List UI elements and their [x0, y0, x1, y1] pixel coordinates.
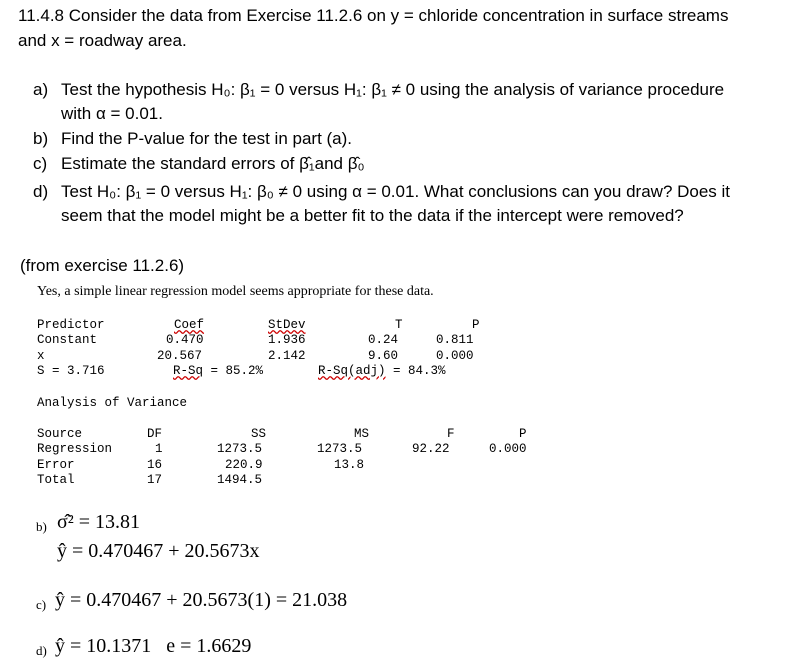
part-c-letter: c)	[33, 154, 48, 173]
reg-header-coef	[174, 318, 204, 333]
reg-rsq-adj	[318, 364, 446, 379]
reg-rsq-value: = 85.2%	[210, 364, 264, 378]
reg-row0-predictor: Constant	[37, 333, 98, 347]
reg-row1-t: 9.60	[368, 349, 399, 363]
anova-row1-ss: 220.9	[225, 458, 263, 472]
reg-header-stdev-text: StDev	[268, 318, 306, 332]
anova-header-ss: SS	[251, 427, 267, 441]
reg-s-value: S = 3.716	[37, 364, 105, 378]
anova-row1-ms: 13.8	[334, 458, 365, 472]
solution-d-line: ŷ = 10.1371 e = 1.6629	[55, 635, 252, 657]
solution-b-line2: ŷ = 0.470467 + 20.5673x	[57, 540, 260, 562]
from-exercise-label: (from exercise 11.2.6)	[20, 256, 185, 275]
answer-intro: Yes, a simple linear regression model seems appropriate for these data.	[37, 284, 434, 299]
solution-c-line: ŷ = 0.470467 + 20.5673(1) = 21.038	[55, 589, 348, 611]
anova-header-source: Source	[37, 427, 83, 441]
reg-header-predictor: Predictor	[37, 318, 105, 332]
anova-row2-df: 17	[147, 473, 163, 487]
reg-header-stdev	[268, 318, 306, 333]
anova-header-p: P	[519, 427, 527, 441]
reg-row1-p: 0.000	[436, 349, 474, 363]
solution-b-line1: σ̂² = 13.81	[57, 511, 141, 533]
reg-row1-predictor: x	[37, 349, 45, 363]
reg-row1-stdev: 2.142	[268, 349, 306, 363]
part-d-letter: d)	[33, 182, 49, 201]
question-intro-line2: and x = roadway area.	[18, 31, 187, 50]
anova-row0-df: 1	[155, 442, 163, 456]
reg-row0-coef: 0.470	[166, 333, 204, 347]
anova-row0-p: 0.000	[489, 442, 527, 456]
anova-header-df: DF	[147, 427, 163, 441]
question-intro-line1: 11.4.8 Consider the data from Exercise 11.2.6 on y = chloride concentration in surface streams	[18, 6, 729, 25]
reg-row0-t: 0.24	[368, 333, 399, 347]
reg-header-p: P	[472, 318, 480, 332]
reg-row1-coef: 20.567	[157, 349, 203, 363]
part-a-letter: a)	[33, 80, 49, 99]
anova-header-f: F	[447, 427, 455, 441]
part-c-line1: Estimate the standard errors of β̂₁and β̂₀	[61, 154, 365, 173]
anova-row0-ss: 1273.5	[217, 442, 263, 456]
anova-title: Analysis of Variance	[37, 396, 188, 410]
part-a-line2: with α = 0.01.	[61, 104, 163, 123]
part-b-letter: b)	[33, 129, 49, 148]
anova-row2-source: Total	[37, 473, 75, 487]
anova-header-ms: MS	[354, 427, 370, 441]
reg-header-coef-text: Coef	[174, 318, 205, 332]
reg-rsq	[173, 364, 263, 379]
solution-c-label: c)	[36, 597, 47, 612]
anova-row0-f: 92.22	[412, 442, 450, 456]
part-d-line2: seem that the model might be a better fit to the data if the intercept were removed?	[61, 206, 684, 225]
reg-rsq-label: R-Sq	[173, 364, 204, 378]
anova-row2-ss: 1494.5	[217, 473, 263, 487]
anova-row1-source: Error	[37, 458, 75, 472]
solution-b-label: b)	[36, 519, 47, 534]
reg-row0-stdev: 1.936	[268, 333, 306, 347]
anova-row0-source: Regression	[37, 442, 113, 456]
part-d-line1: Test H₀: β₁ = 0 versus H₁: β₀ ≠ 0 using α = 0.01. What conclusions can you draw? Does it	[61, 182, 731, 201]
anova-row1-df: 16	[147, 458, 163, 472]
reg-row0-p: 0.811	[436, 333, 474, 347]
part-a-line1: Test the hypothesis H₀: β₁ = 0 versus H₁: β₁ ≠ 0 using the analysis of variance procedure	[61, 80, 725, 99]
reg-rsq-adj-value: = 84.3%	[393, 364, 446, 378]
part-b-line1: Find the P-value for the test in part (a).	[61, 129, 353, 148]
anova-row0-ms: 1273.5	[317, 442, 363, 456]
reg-rsq-adj-label: R-Sq(adj)	[318, 364, 386, 378]
solution-d-label: d)	[36, 643, 47, 658]
reg-header-t: T	[395, 318, 403, 332]
